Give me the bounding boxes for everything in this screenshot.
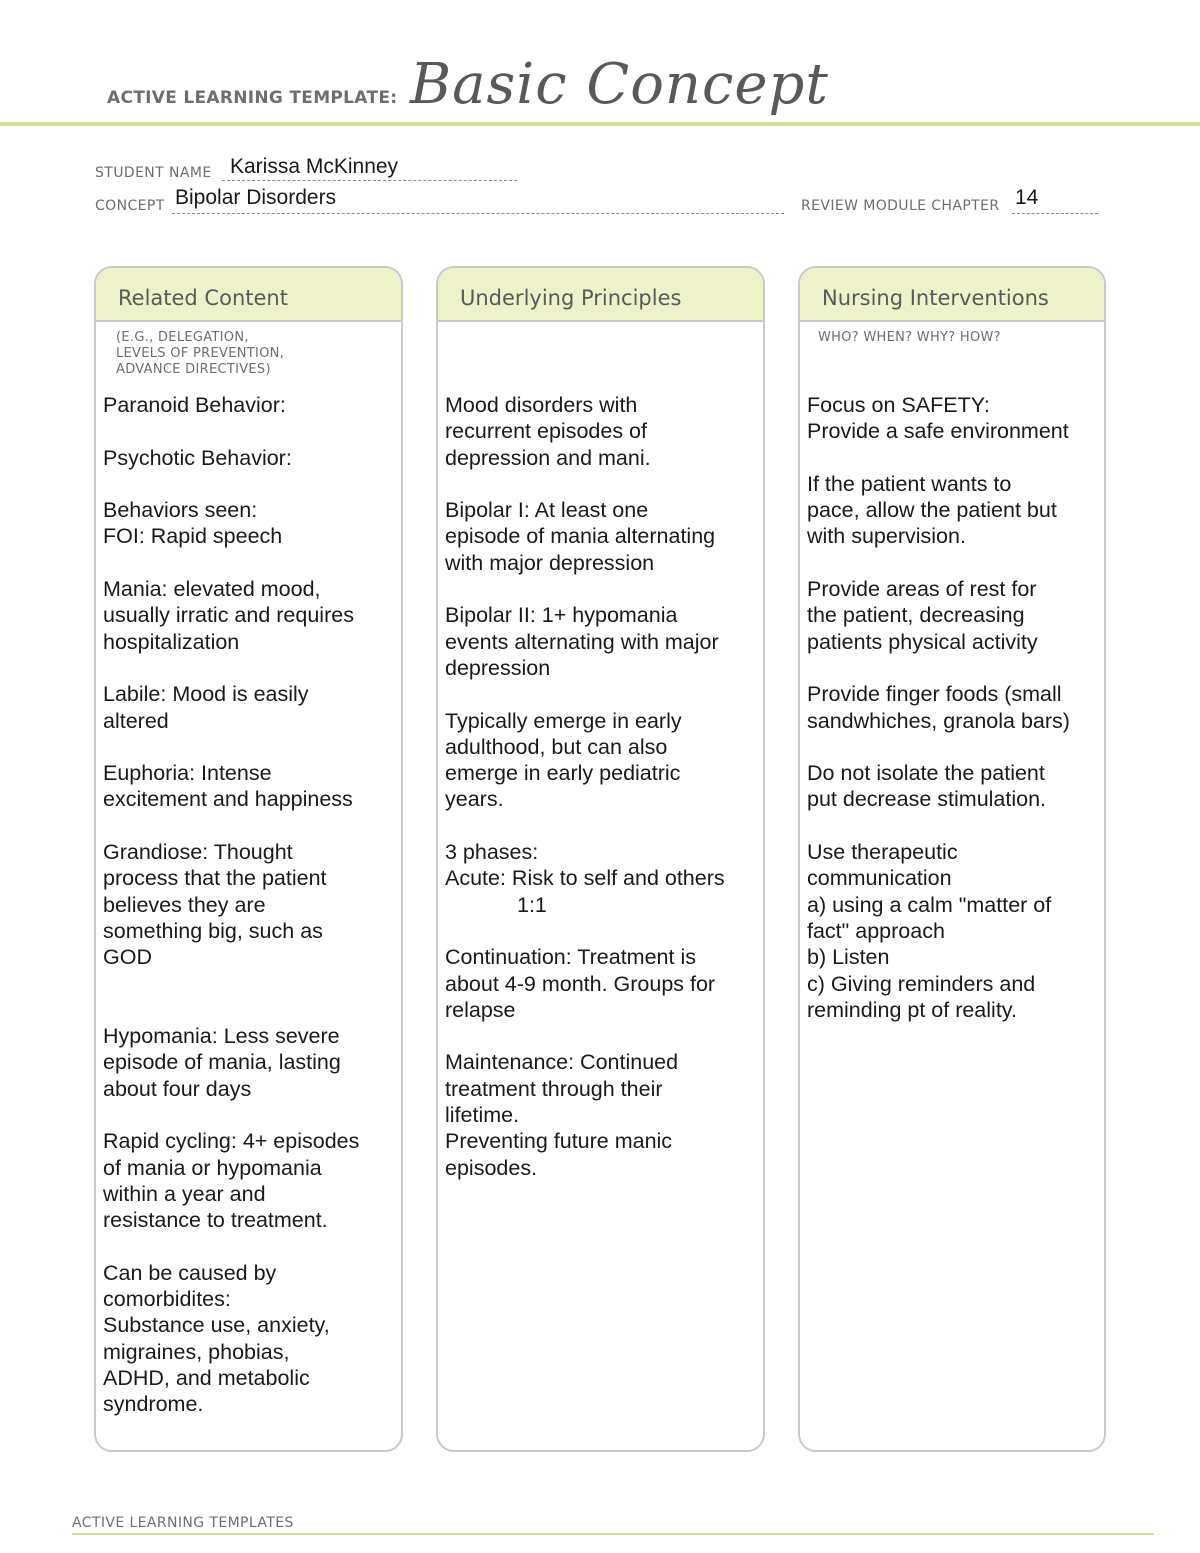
related-content-paragraph	[103, 760, 397, 813]
underlying-principles-line: Continuation: Treatment is	[445, 945, 696, 970]
related-content-line: something big, such as	[103, 918, 323, 943]
template-label: ACTIVE LEARNING TEMPLATE:	[107, 88, 398, 108]
footer-divider	[72, 1533, 1154, 1535]
underlying-principles-line: 3 phases:	[445, 840, 539, 865]
related-subtitle-line: (E.G., DELEGATION,	[116, 330, 249, 345]
underlying-principles-body[interactable]	[445, 392, 759, 1207]
underlying-principles-line: episode of mania alternating	[445, 524, 716, 549]
nursing-interventions-line: reminding pt of reality.	[807, 997, 1017, 1022]
nursing-interventions-line: Provide areas of rest for	[807, 577, 1037, 602]
nursing-interventions-line: Focus on SAFETY:	[807, 393, 990, 417]
underlying-principles-line: with major depression	[445, 550, 655, 575]
acute-ratio: 1:1	[517, 892, 547, 917]
related-content-line: ADHD, and metabolic	[103, 1365, 310, 1390]
related-content-line: syndrome.	[103, 1392, 204, 1417]
related-content-line: episode of mania, lasting	[103, 1050, 341, 1075]
nursing-interventions-line: patients physical activity	[807, 629, 1038, 654]
underlying-principles-line: emerge in early pediatric	[445, 761, 681, 786]
related-content-line: Behaviors seen:	[103, 498, 258, 523]
nursing-interventions-line: with supervision.	[807, 524, 966, 549]
underlying-principles-line: episodes.	[445, 1155, 538, 1180]
student-name-line	[222, 180, 517, 181]
nursing-interventions-line: If the patient wants to	[807, 471, 1012, 496]
related-content-paragraph	[103, 1023, 397, 1102]
underlying-principles-line: depression	[445, 655, 551, 680]
related-content-line: migraines, phobias,	[103, 1339, 290, 1364]
related-content-paragraph	[103, 445, 397, 471]
student-name-label: STUDENT NAME	[95, 165, 212, 181]
nursing-interventions-line: the patient, decreasing	[807, 603, 1025, 628]
related-content-line: hospitalization	[103, 629, 240, 654]
underlying-principles-paragraph	[445, 602, 759, 681]
nursing-interventions-line: Do not isolate the patient	[807, 761, 1045, 786]
nursing-interventions-paragraph	[807, 471, 1100, 550]
underlying-principles-line: lifetime.	[445, 1103, 520, 1128]
related-content-body[interactable]	[103, 392, 397, 1444]
header-divider	[0, 122, 1200, 126]
related-content-line: Paranoid Behavior:	[103, 393, 286, 417]
related-content-line: Rapid cycling: 4+ episodes	[103, 1129, 360, 1154]
underlying-principles-paragraph	[445, 1049, 759, 1180]
underlying-principles-line: Bipolar I: At least one	[445, 498, 649, 523]
related-content-subtitle	[116, 330, 284, 378]
nursing-interventions-line: Use therapeutic	[807, 840, 958, 865]
review-module-value[interactable]: 14	[1015, 186, 1039, 209]
underlying-principles-line: Mood disorders with	[445, 393, 638, 417]
underlying-principles-line: Typically emerge in early	[445, 708, 682, 733]
footer-label: ACTIVE LEARNING TEMPLATES	[72, 1515, 294, 1531]
underlying-principles-line: about 4-9 month. Groups for	[445, 971, 716, 996]
review-module-label: REVIEW MODULE CHAPTER	[801, 198, 1000, 214]
nursing-interventions-line: Provide finger foods (small	[807, 682, 1062, 707]
related-content-line: about four days	[103, 1076, 252, 1101]
underlying-principles-line: Acute: Risk to self and others	[445, 866, 725, 891]
nursing-interventions-body[interactable]	[807, 392, 1100, 1049]
nursing-interventions-line: fact" approach	[807, 918, 945, 943]
underlying-principles-line: Preventing future manic	[445, 1129, 673, 1154]
related-content-line: believes they are	[103, 892, 266, 917]
nursing-interventions-paragraph	[807, 839, 1100, 1023]
related-content-line: FOI: Rapid speech	[103, 524, 283, 549]
related-content-line: Psychotic Behavior:	[103, 445, 292, 470]
related-content-line: usually irratic and requires	[103, 603, 354, 628]
nursing-interventions-paragraph	[807, 681, 1100, 734]
related-content-paragraph	[103, 1260, 397, 1418]
related-content-line: Mania: elevated mood,	[103, 577, 321, 602]
concept-label: CONCEPT	[95, 198, 165, 214]
nursing-interventions-line: c) Giving reminders and	[807, 971, 1036, 996]
underlying-principles-line: Bipolar II: 1+ hypomania	[445, 603, 678, 628]
student-name-value[interactable]: Karissa McKinney	[230, 155, 399, 178]
related-content-paragraph	[103, 576, 397, 655]
underlying-principles-paragraph	[445, 839, 759, 918]
nursing-interventions-paragraph	[807, 576, 1100, 655]
underlying-principles-line: relapse	[445, 997, 516, 1022]
underlying-principles-line: years.	[445, 787, 504, 812]
underlying-principles-line: treatment through their	[445, 1076, 663, 1101]
related-content-line: Hypomania: Less severe	[103, 1024, 340, 1049]
underlying-principles-paragraph	[445, 392, 759, 471]
related-content-paragraph	[103, 839, 397, 997]
nursing-interventions-panel	[798, 266, 1106, 1452]
nursing-interventions-line: a) using a calm "matter of	[807, 892, 1052, 917]
related-content-line	[103, 971, 397, 997]
underlying-principles-title: Underlying Principles	[438, 268, 763, 322]
nursing-interventions-paragraph	[807, 760, 1100, 813]
nursing-interventions-line: put decrease stimulation.	[807, 787, 1047, 812]
underlying-principles-line: Maintenance: Continued	[445, 1050, 679, 1075]
underlying-principles-paragraph	[445, 944, 759, 1023]
nursing-interventions-subtitle: WHO? WHEN? WHY? HOW?	[818, 330, 1001, 345]
related-content-paragraph	[103, 392, 397, 418]
underlying-principles-panel	[436, 266, 765, 1452]
related-content-line: Euphoria: Intense	[103, 761, 272, 786]
underlying-principles-paragraph	[445, 497, 759, 576]
related-content-title: Related Content	[96, 268, 401, 322]
related-content-line: GOD	[103, 945, 152, 970]
related-subtitle-line: ADVANCE DIRECTIVES)	[116, 362, 271, 377]
related-content-line: of mania or hypomania	[103, 1155, 322, 1180]
underlying-principles-line: recurrent episodes of	[445, 419, 647, 444]
nursing-interventions-line: pace, allow the patient but	[807, 498, 1057, 523]
concept-line	[172, 213, 784, 214]
related-content-line: resistance to treatment.	[103, 1208, 328, 1233]
related-content-line: Labile: Mood is easily	[103, 682, 309, 707]
related-content-paragraph	[103, 681, 397, 734]
related-content-line: Grandiose: Thought	[103, 840, 293, 865]
nursing-interventions-paragraph	[807, 392, 1100, 445]
related-content-line: altered	[103, 708, 169, 733]
nursing-interventions-line: communication	[807, 866, 952, 891]
underlying-principles-line: depression and mani.	[445, 445, 651, 470]
page-title: Basic Concept	[410, 52, 829, 117]
review-module-line	[1012, 213, 1098, 214]
nursing-interventions-line: sandwhiches, granola bars)	[807, 708, 1070, 733]
underlying-principles-line: events alternating with major	[445, 629, 719, 654]
related-content-line: Can be caused by	[103, 1260, 277, 1285]
related-content-paragraph	[103, 1128, 397, 1233]
underlying-principles-line: adulthood, but can also	[445, 734, 668, 759]
related-subtitle-line: LEVELS OF PREVENTION,	[116, 346, 285, 361]
related-content-line: Substance use, anxiety,	[103, 1313, 330, 1338]
related-content-line: excitement and happiness	[103, 787, 353, 812]
related-content-line: process that the patient	[103, 866, 327, 891]
concept-value[interactable]: Bipolar Disorders	[175, 186, 337, 209]
nursing-interventions-title: Nursing Interventions	[800, 268, 1104, 322]
underlying-principles-paragraph	[445, 708, 759, 813]
related-content-panel	[94, 266, 403, 1452]
nursing-interventions-line: b) Listen	[807, 945, 890, 970]
nursing-interventions-line: Provide a safe environment	[807, 419, 1069, 444]
related-content-line: comorbidites:	[103, 1287, 231, 1312]
related-content-line: within a year and	[103, 1181, 266, 1206]
related-content-paragraph	[103, 497, 397, 550]
